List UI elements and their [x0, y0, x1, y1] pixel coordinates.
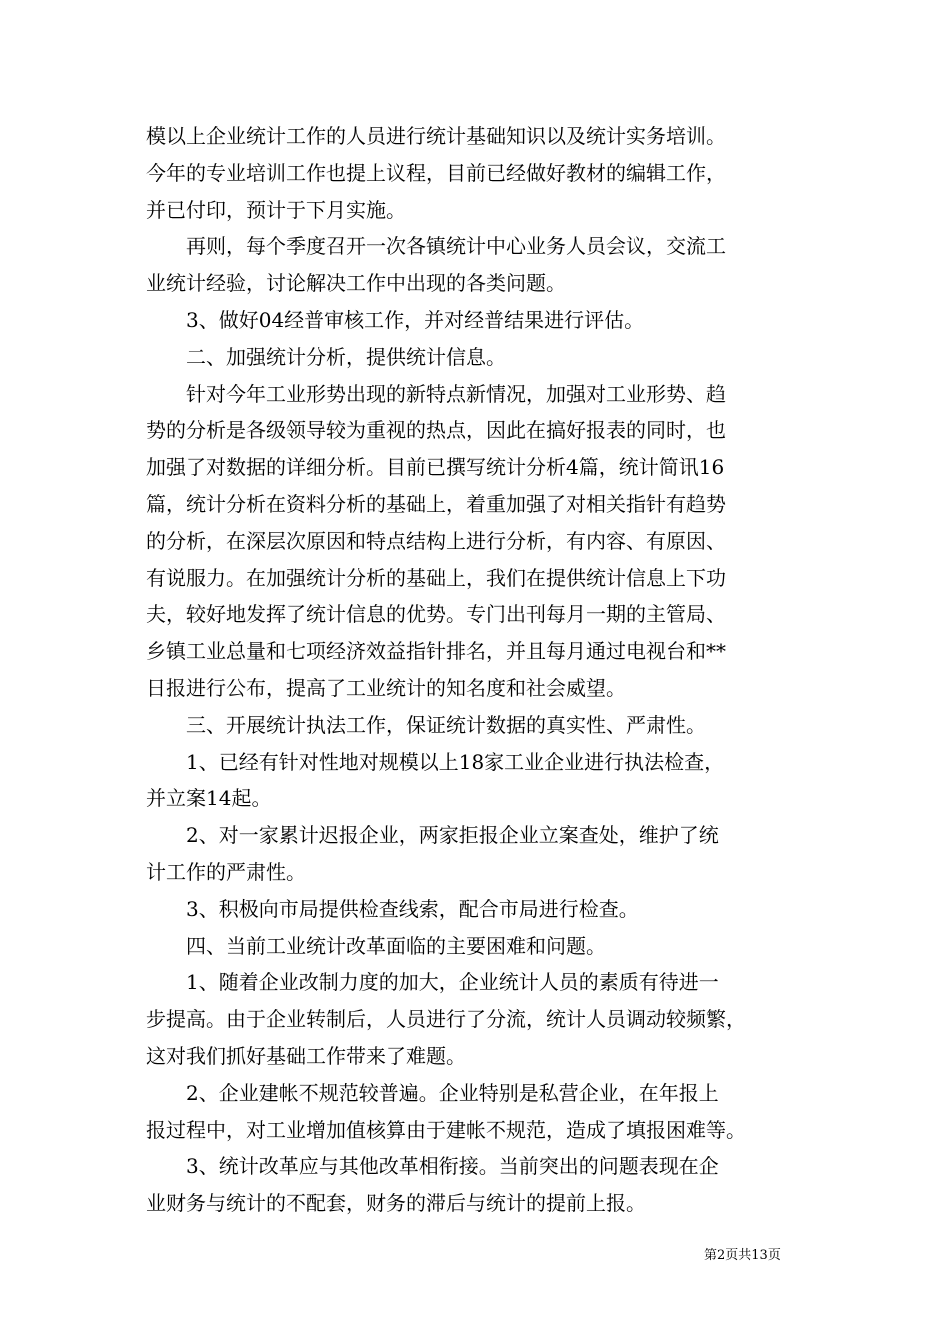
text-line: 再则，每个季度召开一次各镇统计中心业务人员会议，交流工: [186, 234, 726, 259]
text-line: 加强了对数据的详细分析。目前已撰写统计分析4篇，统计简讯16: [146, 455, 725, 480]
text-line: 2、对一家累计迟报企业，两家拒报企业立案查处，维护了统: [186, 823, 719, 848]
text-line: 有说服力。在加强统计分析的基础上，我们在提供统计信息上下功: [146, 565, 726, 590]
text-line: 势的分析是各级领导较为重视的热点，因此在搞好报表的同时，也: [146, 418, 726, 443]
text-line: 报过程中，对工业增加值核算由于建帐不规范，造成了填报困难等。: [146, 1117, 746, 1142]
text-line: 1、已经有针对性地对规模以上18家工业企业进行执法检查，: [186, 749, 725, 774]
text-line: 计工作的严肃性。: [146, 859, 306, 884]
text-line: 针对今年工业形势出现的新特点新情况，加强对工业形势、趋: [186, 381, 726, 406]
text-line: 篇，统计分析在资料分析的基础上，着重加强了对相关指针有趋势: [146, 491, 726, 516]
text-line: 三、开展统计执法工作，保证统计数据的真实性、严肃性。: [186, 712, 706, 737]
text-line: 今年的专业培训工作也提上议程，目前已经做好教材的编辑工作，: [146, 160, 726, 185]
text-line: 四、当前工业统计改革面临的主要困难和问题。: [186, 933, 606, 958]
text-line: 2、企业建帐不规范较普遍。企业特别是私营企业，在年报上: [186, 1080, 719, 1105]
text-line: 这对我们抓好基础工作带来了难题。: [146, 1043, 466, 1068]
text-line: 日报进行公布，提高了工业统计的知名度和社会威望。: [146, 675, 626, 700]
document-body: [146, 118, 814, 1222]
text-line: 业统计经验，讨论解决工作中出现的各类问题。: [146, 271, 566, 296]
text-line: 模以上企业统计工作的人员进行统计基础知识以及统计实务培训。: [146, 124, 726, 148]
text-line: 步提高。由于企业转制后，人员进行了分流，统计人员调动较频繁，: [146, 1007, 746, 1032]
text-line: 乡镇工业总量和七项经济效益指针排名，并且每月通过电视台和**: [146, 639, 726, 664]
text-line: 的分析，在深层次原因和特点结构上进行分析，有内容、有原因、: [146, 528, 726, 553]
text-line: 业财务与统计的不配套，财务的滞后与统计的提前上报。: [146, 1191, 646, 1216]
text-line: 3、做好04经普审核工作，并对经普结果进行评估。: [186, 307, 645, 332]
text-line: 二、加强统计分析，提供统计信息。: [186, 344, 506, 369]
text-line: 3、统计改革应与其他改革相衔接。当前突出的问题表现在企: [186, 1154, 719, 1179]
text-line: 夫，较好地发挥了统计信息的优势。专门出刊每月一期的主管局、: [146, 602, 726, 627]
text-line: 并立案14起。: [146, 786, 272, 811]
page-number-footer: 第2页共13页: [704, 1248, 781, 1263]
text-line: 3、积极向市局提供检查线索，配合市局进行检查。: [186, 896, 639, 921]
text-line: 1、随着企业改制力度的加大，企业统计人员的素质有待进一: [186, 970, 719, 995]
text-line: 并已付印，预计于下月实施。: [146, 197, 406, 222]
